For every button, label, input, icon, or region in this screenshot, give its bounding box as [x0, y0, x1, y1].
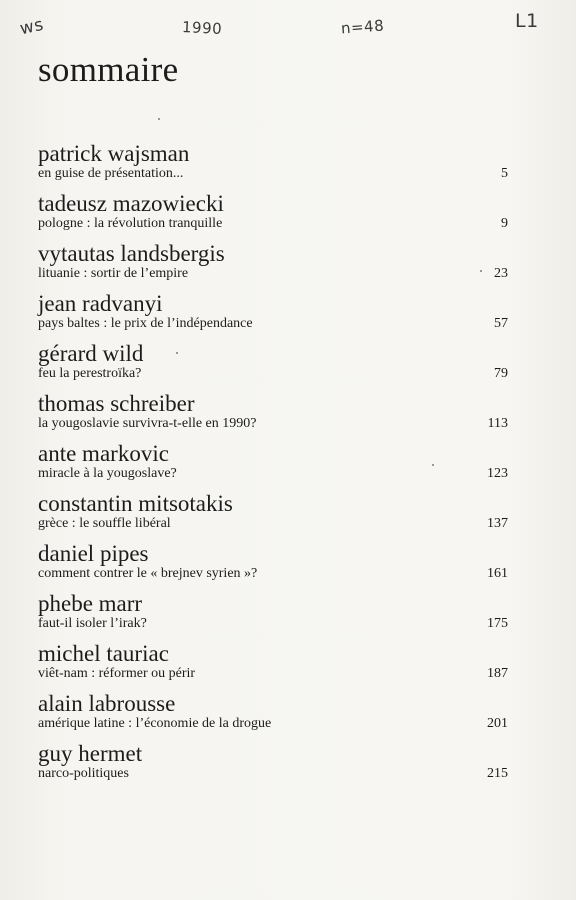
paper-speck [176, 352, 178, 354]
entry-title: feu la perestroïka? [38, 366, 142, 381]
entry-page-number: 123 [487, 466, 508, 481]
entry-author: ante markovic [38, 441, 169, 466]
toc-entry [0, 240, 576, 290]
entry-author: gérard wild [38, 341, 144, 366]
entry-author: michel tauriac [38, 641, 169, 666]
entry-title: pologne : la révolution tranquille [38, 216, 223, 231]
toc-entry [0, 340, 576, 390]
paper-speck [432, 464, 434, 466]
page-title: sommaire [38, 50, 179, 89]
entry-title: amérique latine : l’économie de la drogue [38, 716, 272, 731]
entry-title: narco-politiques [38, 766, 129, 781]
handwritten-number: n=48 [340, 16, 385, 38]
entry-author: vytautas landsbergis [38, 241, 225, 266]
entry-author: daniel pipes [38, 541, 149, 566]
entry-page-number: 161 [487, 566, 508, 581]
entry-author: alain labrousse [38, 691, 176, 716]
entry-title: la yougoslavie survivra-t-elle en 1990? [38, 416, 257, 431]
paper-speck [480, 270, 482, 272]
entry-page-number: 79 [494, 366, 508, 381]
toc-entry [0, 390, 576, 440]
entry-page-number: 187 [487, 666, 508, 681]
entry-page-number: 9 [501, 216, 508, 231]
entry-page-number: 5 [501, 166, 508, 181]
entry-page-number: 175 [487, 616, 508, 631]
entry-page-number: 137 [487, 516, 508, 531]
toc-entry [0, 190, 576, 240]
handwritten-year: 1990 [181, 17, 223, 39]
entry-page-number: 113 [487, 416, 508, 431]
entry-page-number: 215 [487, 766, 508, 781]
toc-entry [0, 740, 576, 790]
paper-speck [158, 118, 160, 120]
entry-title: lituanie : sortir de l’empire [38, 266, 189, 281]
handwritten-note-right: L1 [515, 10, 539, 32]
toc-entry [0, 290, 576, 340]
entry-title: pays baltes : le prix de l’indépendance [38, 316, 253, 331]
entry-author: phebe marr [38, 591, 143, 616]
toc-entry [0, 440, 576, 490]
entry-title: miracle à la yougoslave? [38, 466, 177, 481]
entry-author: guy hermet [38, 741, 143, 766]
toc-entry [0, 690, 576, 740]
entry-author: constantin mitsotakis [38, 491, 233, 516]
toc-entry [0, 140, 576, 190]
entry-page-number: 23 [494, 266, 508, 281]
entry-author: tadeusz mazowiecki [38, 191, 224, 216]
toc-entry [0, 590, 576, 640]
entry-page-number: 57 [494, 316, 508, 331]
entry-title: en guise de présentation... [38, 166, 184, 181]
toc-entry [0, 640, 576, 690]
toc-entry [0, 540, 576, 590]
entry-author: thomas schreiber [38, 391, 195, 416]
entry-title: comment contrer le « brejnev syrien »? [38, 566, 258, 581]
entry-title: viêt-nam : réformer ou périr [38, 666, 196, 681]
entry-author: jean radvanyi [38, 291, 163, 316]
toc-entry [0, 490, 576, 540]
handwritten-note-left: ws [18, 14, 46, 40]
entry-title: faut-il isoler l’irak? [38, 616, 147, 631]
entry-title: grèce : le souffle libéral [38, 516, 171, 531]
entry-page-number: 201 [487, 716, 508, 731]
entry-author: patrick wajsman [38, 141, 190, 166]
